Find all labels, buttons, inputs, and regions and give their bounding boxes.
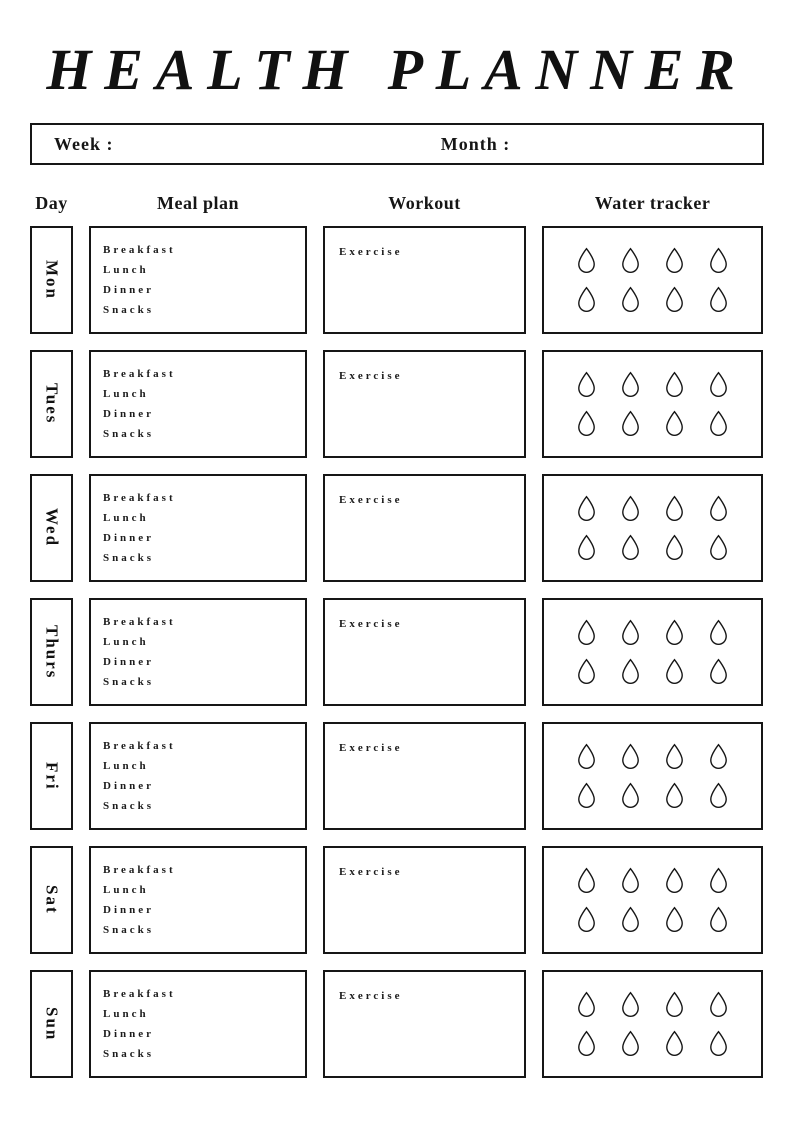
workout-box[interactable] bbox=[323, 722, 526, 830]
day-box bbox=[30, 722, 73, 830]
water-drop-icon[interactable] bbox=[620, 410, 641, 437]
breakfast-label: Breakfast bbox=[103, 740, 176, 752]
water-drop-icon[interactable] bbox=[576, 658, 597, 685]
day-label: Sun bbox=[42, 1006, 62, 1042]
water-drop-icon[interactable] bbox=[708, 371, 729, 398]
day-box bbox=[30, 970, 73, 1078]
week-label: Week : bbox=[54, 133, 114, 154]
snacks-label: Snacks bbox=[103, 676, 155, 688]
water-drop-icon[interactable] bbox=[708, 247, 729, 274]
water-drop-icon[interactable] bbox=[620, 991, 641, 1018]
water-drop-icon[interactable] bbox=[576, 371, 597, 398]
water-drop-icon[interactable] bbox=[576, 867, 597, 894]
water-drop-icon[interactable] bbox=[576, 743, 597, 770]
workout-box[interactable] bbox=[323, 350, 526, 458]
water-tracker-box bbox=[542, 350, 763, 458]
water-drop-icon[interactable] bbox=[620, 247, 641, 274]
day-box bbox=[30, 598, 73, 706]
header-meal-plan: Meal plan bbox=[156, 193, 239, 213]
snacks-label: Snacks bbox=[103, 1048, 155, 1060]
water-drop-icon[interactable] bbox=[620, 1030, 641, 1057]
water-drop-icon[interactable] bbox=[576, 906, 597, 933]
dinner-label: Dinner bbox=[103, 904, 154, 916]
workout-box[interactable] bbox=[323, 846, 526, 954]
water-drop-icon[interactable] bbox=[708, 619, 729, 646]
exercise-label: Exercise bbox=[339, 246, 403, 258]
snacks-label: Snacks bbox=[103, 924, 155, 936]
dinner-label: Dinner bbox=[103, 1028, 154, 1040]
water-drop-icon[interactable] bbox=[708, 495, 729, 522]
planner-row bbox=[30, 474, 764, 582]
water-drop-icon[interactable] bbox=[664, 286, 685, 313]
month-field bbox=[441, 125, 762, 163]
water-drop-icon[interactable] bbox=[664, 658, 685, 685]
water-drop-icon[interactable] bbox=[576, 1030, 597, 1057]
meal-plan-box[interactable] bbox=[89, 970, 307, 1078]
water-drop-icon[interactable] bbox=[620, 743, 641, 770]
water-drop-icon[interactable] bbox=[620, 906, 641, 933]
water-drop-icon[interactable] bbox=[576, 619, 597, 646]
water-drop-icon[interactable] bbox=[576, 286, 597, 313]
breakfast-label: Breakfast bbox=[103, 988, 176, 1000]
water-drop-icon[interactable] bbox=[576, 782, 597, 809]
workout-box[interactable] bbox=[323, 598, 526, 706]
exercise-label: Exercise bbox=[339, 494, 403, 506]
dinner-label: Dinner bbox=[103, 408, 154, 420]
workout-box[interactable] bbox=[323, 226, 526, 334]
month-input[interactable] bbox=[518, 133, 762, 156]
water-drop-icon[interactable] bbox=[708, 410, 729, 437]
water-drop-icon[interactable] bbox=[576, 247, 597, 274]
planner-row bbox=[30, 350, 764, 458]
snacks-label: Snacks bbox=[103, 552, 155, 564]
day-label: Tues bbox=[42, 383, 62, 425]
snacks-label: Snacks bbox=[103, 304, 155, 316]
day-box bbox=[30, 226, 73, 334]
water-tracker-box bbox=[542, 598, 763, 706]
water-drop-icon[interactable] bbox=[576, 410, 597, 437]
water-drop-icon[interactable] bbox=[708, 658, 729, 685]
snacks-label: Snacks bbox=[103, 800, 155, 812]
breakfast-label: Breakfast bbox=[103, 616, 176, 628]
water-drop-icon[interactable] bbox=[664, 1030, 685, 1057]
exercise-label: Exercise bbox=[339, 866, 403, 878]
water-drop-icon[interactable] bbox=[664, 782, 685, 809]
water-drop-icon[interactable] bbox=[664, 410, 685, 437]
water-drop-icon[interactable] bbox=[576, 991, 597, 1018]
header-water-tracker: Water tracker bbox=[594, 193, 711, 213]
header-workout: Workout bbox=[388, 193, 461, 213]
water-tracker-box bbox=[542, 846, 763, 954]
dinner-label: Dinner bbox=[103, 284, 154, 296]
breakfast-label: Breakfast bbox=[103, 864, 176, 876]
water-drop-icon[interactable] bbox=[708, 906, 729, 933]
water-tracker-box bbox=[542, 226, 763, 334]
week-field bbox=[32, 125, 441, 163]
water-drop-icon[interactable] bbox=[664, 743, 685, 770]
dinner-label: Dinner bbox=[103, 656, 154, 668]
water-tracker-box bbox=[542, 970, 763, 1078]
lunch-label: Lunch bbox=[103, 884, 149, 896]
dinner-label: Dinner bbox=[103, 780, 154, 792]
lunch-label: Lunch bbox=[103, 388, 149, 400]
day-label: Thurs bbox=[42, 624, 62, 680]
day-label: Wed bbox=[42, 508, 62, 548]
lunch-label: Lunch bbox=[103, 760, 149, 772]
breakfast-label: Breakfast bbox=[103, 368, 176, 380]
meal-plan-box[interactable] bbox=[89, 846, 307, 954]
water-drop-icon[interactable] bbox=[708, 867, 729, 894]
breakfast-label: Breakfast bbox=[103, 244, 176, 256]
water-drop-icon[interactable] bbox=[664, 247, 685, 274]
water-drop-icon[interactable] bbox=[664, 371, 685, 398]
exercise-label: Exercise bbox=[339, 370, 403, 382]
water-drop-icon[interactable] bbox=[664, 867, 685, 894]
water-drop-icon[interactable] bbox=[664, 534, 685, 561]
planner-row bbox=[30, 226, 764, 334]
water-drop-icon[interactable] bbox=[620, 619, 641, 646]
water-drop-icon[interactable] bbox=[576, 534, 597, 561]
water-drop-icon[interactable] bbox=[708, 991, 729, 1018]
day-label: Sat bbox=[42, 885, 62, 915]
water-drop-icon[interactable] bbox=[576, 495, 597, 522]
meal-plan-box[interactable] bbox=[89, 598, 307, 706]
water-drop-icon[interactable] bbox=[620, 782, 641, 809]
water-drop-icon[interactable] bbox=[620, 534, 641, 561]
water-drop-icon[interactable] bbox=[620, 371, 641, 398]
water-drop-icon[interactable] bbox=[620, 495, 641, 522]
exercise-label: Exercise bbox=[339, 742, 403, 754]
month-label: Month : bbox=[440, 133, 511, 154]
workout-box[interactable] bbox=[323, 970, 526, 1078]
water-drop-icon[interactable] bbox=[708, 782, 729, 809]
water-drop-icon[interactable] bbox=[664, 991, 685, 1018]
planner-row bbox=[30, 970, 764, 1078]
day-box bbox=[30, 846, 73, 954]
water-drop-icon[interactable] bbox=[708, 1030, 729, 1057]
water-drop-icon[interactable] bbox=[664, 906, 685, 933]
water-drop-icon[interactable] bbox=[620, 867, 641, 894]
header-day: Day bbox=[35, 193, 68, 213]
day-label: Fri bbox=[42, 761, 62, 791]
day-box bbox=[30, 474, 73, 582]
lunch-label: Lunch bbox=[103, 512, 149, 524]
water-drop-icon[interactable] bbox=[620, 286, 641, 313]
meal-plan-box[interactable] bbox=[89, 226, 307, 334]
snacks-label: Snacks bbox=[103, 428, 155, 440]
lunch-label: Lunch bbox=[103, 1008, 149, 1020]
lunch-label: Lunch bbox=[103, 636, 149, 648]
water-drop-icon[interactable] bbox=[664, 495, 685, 522]
column-headers bbox=[30, 193, 764, 214]
day-box bbox=[30, 350, 73, 458]
water-drop-icon[interactable] bbox=[620, 658, 641, 685]
water-tracker-box bbox=[542, 474, 763, 582]
exercise-label: Exercise bbox=[339, 618, 403, 630]
workout-box[interactable] bbox=[323, 474, 526, 582]
water-tracker-box bbox=[542, 722, 763, 830]
water-drop-icon[interactable] bbox=[708, 286, 729, 313]
planner-row bbox=[30, 722, 764, 830]
meal-plan-box[interactable] bbox=[89, 474, 307, 582]
day-label: Mon bbox=[42, 260, 62, 300]
page-title: HEALTH PLANNER bbox=[46, 37, 748, 102]
breakfast-label: Breakfast bbox=[103, 492, 176, 504]
dinner-label: Dinner bbox=[103, 532, 154, 544]
planner-row bbox=[30, 846, 764, 954]
planner-row bbox=[30, 598, 764, 706]
exercise-label: Exercise bbox=[339, 990, 403, 1002]
meal-plan-box[interactable] bbox=[89, 350, 307, 458]
week-input[interactable] bbox=[122, 133, 441, 156]
meal-plan-box[interactable] bbox=[89, 722, 307, 830]
planner-rows bbox=[30, 226, 764, 1078]
water-drop-icon[interactable] bbox=[708, 534, 729, 561]
lunch-label: Lunch bbox=[103, 264, 149, 276]
week-month-bar bbox=[30, 123, 764, 165]
water-drop-icon[interactable] bbox=[708, 743, 729, 770]
water-drop-icon[interactable] bbox=[664, 619, 685, 646]
